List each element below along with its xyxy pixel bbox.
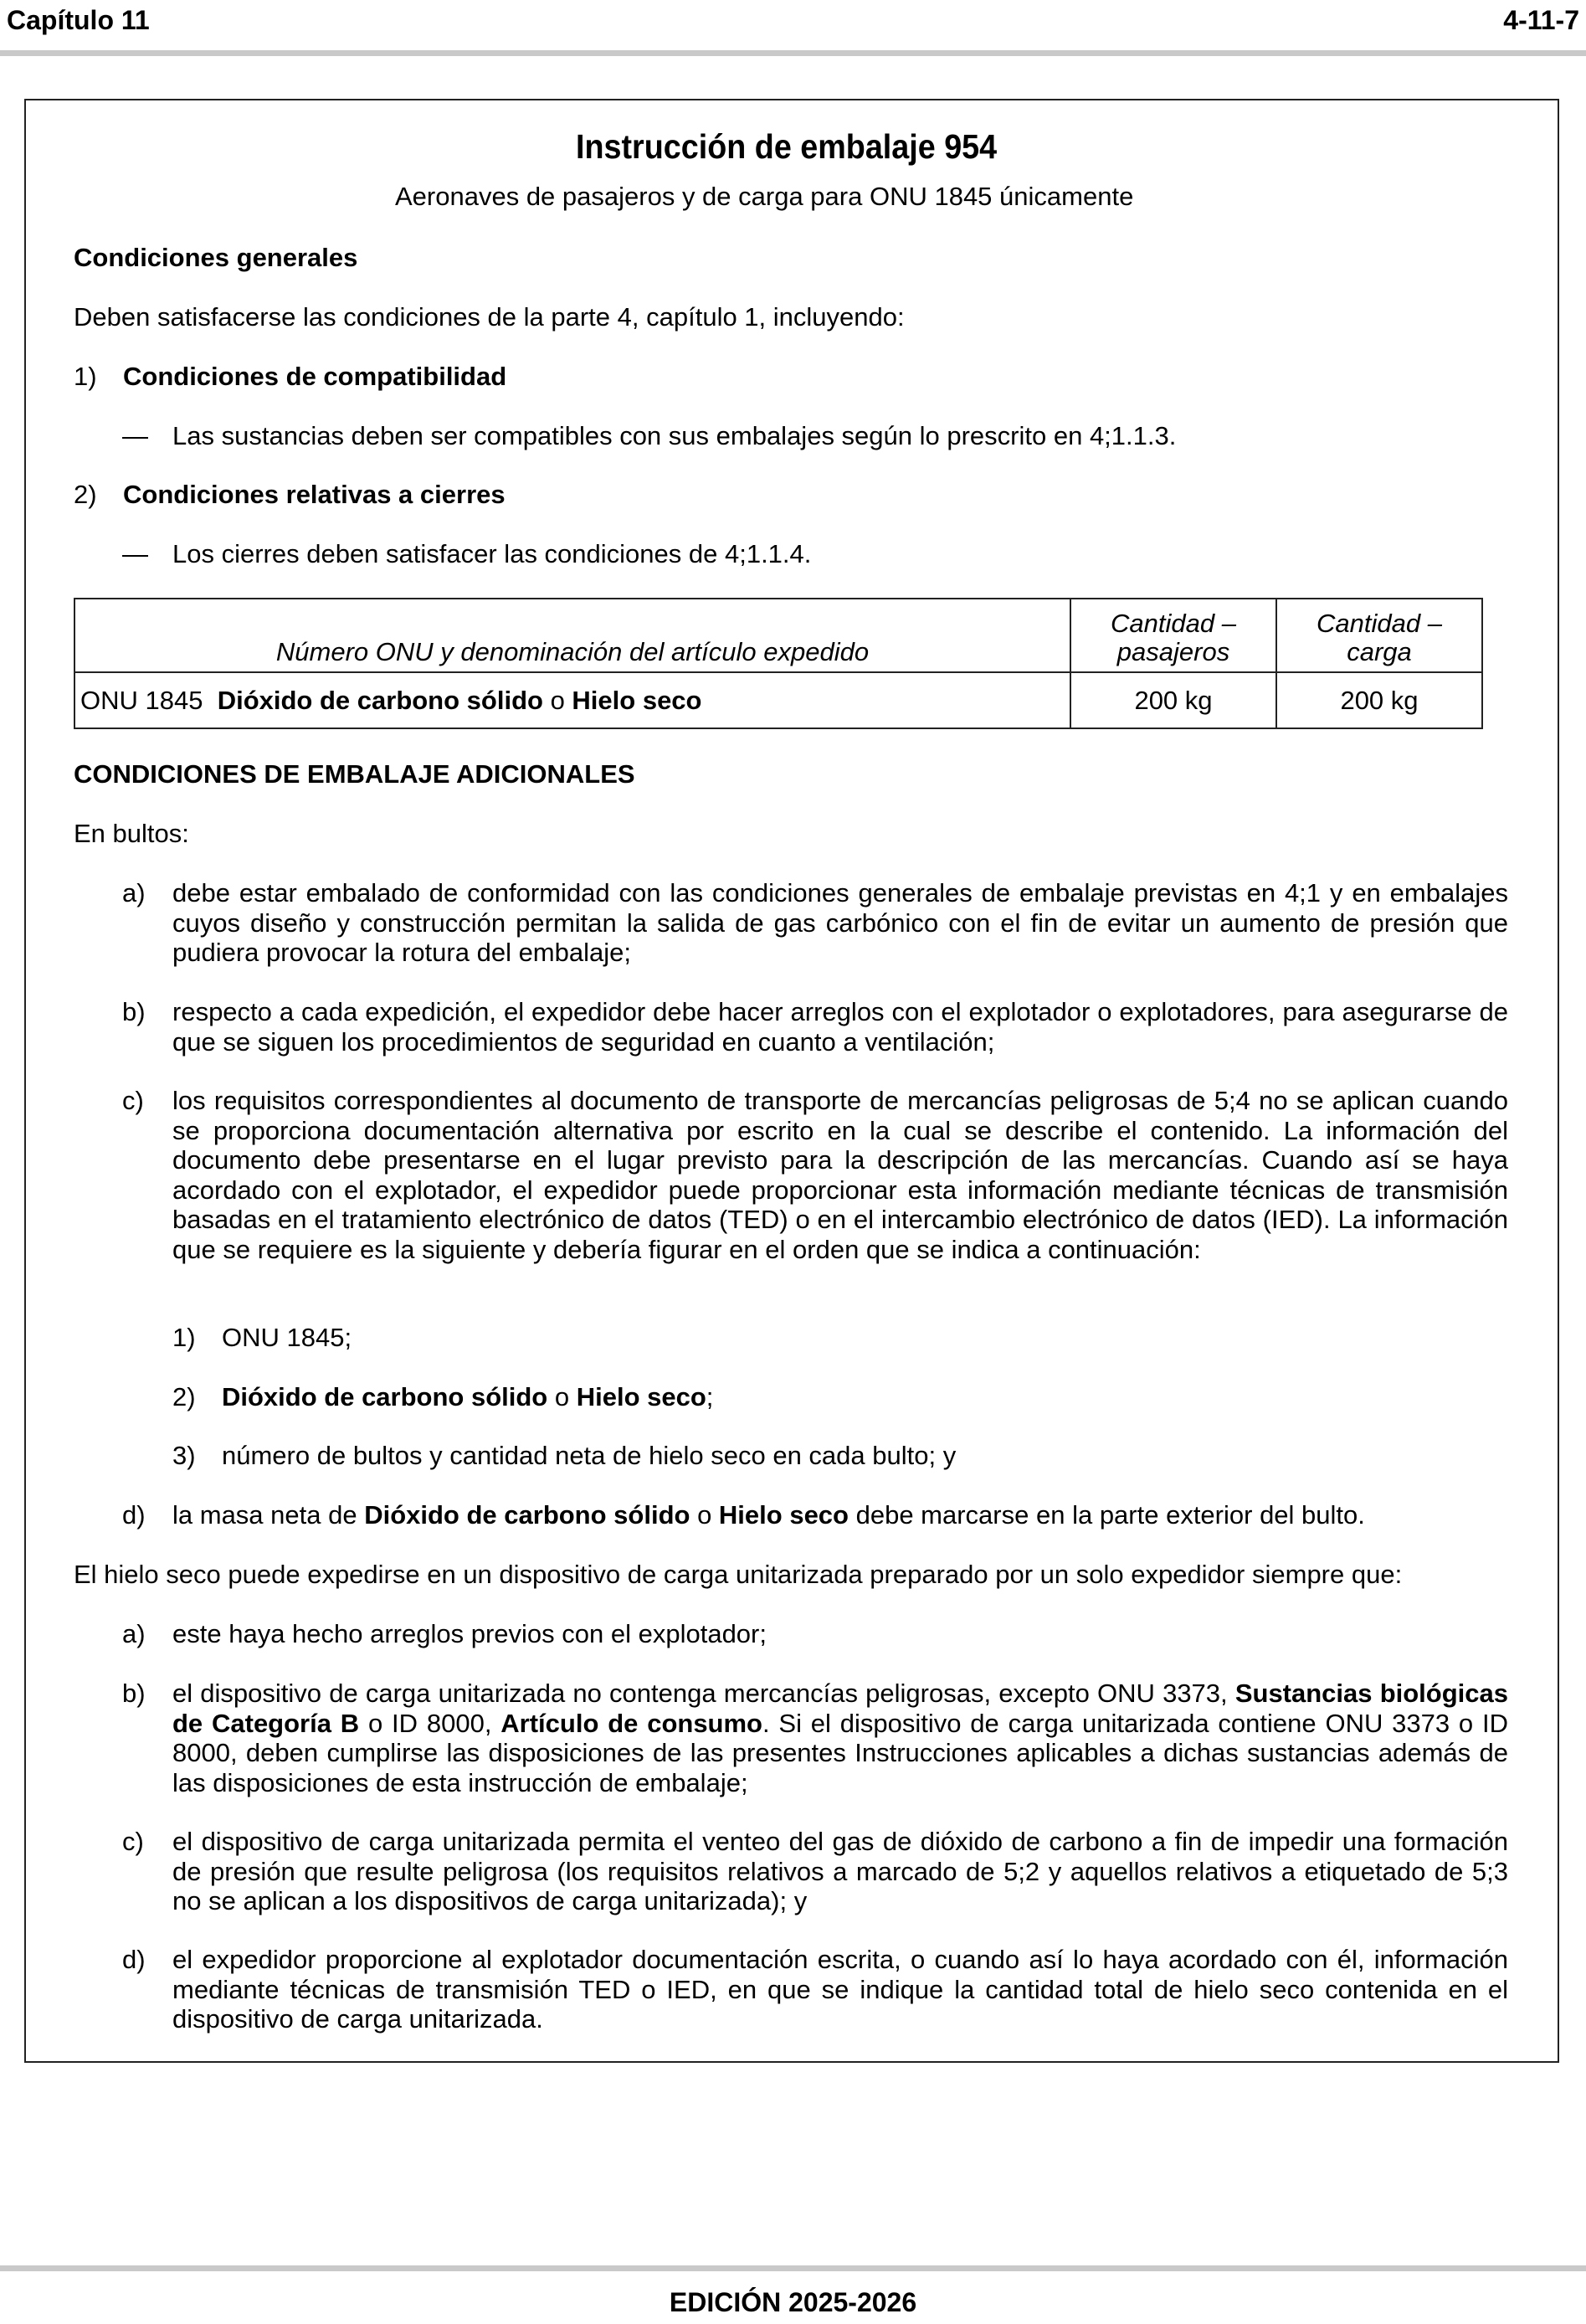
uld-item-c-label: c) <box>122 1827 144 1856</box>
subitem-2-bold-a: Dióxido de carbono sólido <box>222 1382 548 1411</box>
table-header-row <box>74 599 1482 672</box>
item-d-label: d) <box>122 1500 146 1530</box>
column-header-cargo <box>1276 599 1482 672</box>
item-b-label: b) <box>122 997 146 1026</box>
condition-2-text: Los cierres deben satisfacer las condiciones de 4;1.1.4. <box>172 539 812 568</box>
item-c-text: los requisitos correspondientes al documento de transporte de mercancías peligrosas de 5;4 no se aplican cuando se proporciona documentación alternativa por escrito en la cual se describe el contenido. La información del documento debe presentarse en el lugar previsto para la descripción de las mercancías. Cuando así se haya acordado con el explotador, el expedidor puede proporcionar esta información mediante técnicas de transmisión basadas en el tratamiento electrónico de datos (TED) o en el intercambio electrónico de datos (IED). La información que se requiere es la siguiente y debería figurar en el orden que se indica a continuación: <box>172 1086 1508 1264</box>
uld-item-b-pre: el dispositivo de carga unitarizada no contenga mercancías peligrosas, excepto ONU 3373, <box>172 1679 1235 1708</box>
subitem-2-bold-b: Hielo seco <box>576 1382 706 1411</box>
uld-item-b-text <box>172 1679 1508 1797</box>
article-name-a: Dióxido de carbono sólido <box>217 685 543 715</box>
subitem-3-number: 3) <box>172 1441 196 1470</box>
column-header-article: Número ONU y denominación del artículo expedido <box>74 599 1070 672</box>
column-header-passenger-line1: Cantidad – <box>1111 609 1236 638</box>
uld-item-b-bold2: Artículo de consumo <box>500 1708 762 1738</box>
uld-item-d-text: el expedidor proporcione al explotador documentación escrita, o cuando así lo haya acordado con él, información mediante técnicas de transmisión TED o IED, en que se indique la cantidad total de hielo seco contenida en el dispositivo de carga unitarizada. <box>172 1945 1508 2034</box>
subitem-1-text: ONU 1845; <box>222 1323 352 1352</box>
packages-label: En bultos: <box>74 819 189 848</box>
cargo-quantity: 200 kg <box>1276 672 1482 728</box>
uld-intro: El hielo seco puede expedirse en un dispositivo de carga unitarizada preparado por un solo expedidor siempre que: <box>74 1560 1403 1589</box>
uld-item-c-text: el dispositivo de carga unitarizada permita el venteo del gas de dióxido de carbono a fin de impedir una formación de presión que resulte peligrosa (los requisitos relativos a marcado de 5;2 y aquellos relativos a etiquetado de 5;3 no se aplican a los dispositivos de carga unitarizada); y <box>172 1827 1508 1915</box>
article-or: o <box>542 685 572 715</box>
uld-item-a-text: este haya hecho arreglos previos con el explotador; <box>172 1619 767 1648</box>
subitem-2-or: o <box>547 1382 577 1411</box>
condition-2-dash: — <box>122 539 148 568</box>
item-b-text: respecto a cada expedición, el expedidor debe hacer arreglos con el explotador o explotadores, para asegurarse de que se siguen los procedimientos de seguridad en cuanto a ventilación; <box>172 997 1508 1057</box>
additional-heading: CONDICIONES DE EMBALAJE ADICIONALES <box>74 759 635 789</box>
column-header-passenger <box>1070 599 1276 672</box>
item-d-or: o <box>690 1500 719 1530</box>
uld-item-b-label: b) <box>122 1679 146 1708</box>
general-heading: Condiciones generales <box>74 243 358 272</box>
article-name-b: Hielo seco <box>572 685 702 715</box>
item-d-bold-b: Hielo seco <box>718 1500 849 1530</box>
header-rule <box>0 50 1586 56</box>
column-header-cargo-line1: Cantidad – <box>1317 609 1442 638</box>
subitem-3-text: número de bultos y cantidad neta de hielo seco en cada bulto; y <box>222 1441 957 1470</box>
uld-item-b-post: . Si el dispositivo de carga unitarizada contiene ONU 3373 o ID 8000, deben cumplirse las disposiciones de las presentes Instrucciones aplicables a dichas sustancias además de las disposiciones de esta instrucción de embalaje; <box>172 1708 1508 1797</box>
item-d-pre: la masa neta de <box>172 1500 365 1530</box>
subitem-2-end: ; <box>706 1382 714 1411</box>
article-cell <box>74 672 1070 728</box>
item-d-post: debe marcarse en la parte exterior del bulto. <box>848 1500 1365 1530</box>
uld-item-d-label: d) <box>122 1945 146 1974</box>
page-number: 4-11-7 <box>1503 5 1579 35</box>
chapter-label: Capítulo 11 <box>7 5 150 35</box>
table-row <box>74 672 1482 728</box>
subitem-2-text <box>222 1382 713 1412</box>
condition-2-title: Condiciones relativas a cierres <box>123 480 506 509</box>
condition-2-number: 2) <box>74 480 97 509</box>
edition-footer: EDICIÓN 2025-2026 <box>669 2287 917 2317</box>
condition-1-number: 1) <box>74 362 97 391</box>
subitem-2-number: 2) <box>172 1382 196 1411</box>
column-header-passenger-line2: pasajeros <box>1116 637 1230 666</box>
item-d-bold-a: Dióxido de carbono sólido <box>364 1500 690 1530</box>
condition-1-dash: — <box>122 421 148 450</box>
un-number: ONU 1845 <box>80 685 203 715</box>
item-d-text <box>172 1500 1365 1530</box>
page-title: Instrucción de embalaje 954 <box>576 127 998 166</box>
subitem-1-number: 1) <box>172 1323 196 1352</box>
item-a-text: debe estar embalado de conformidad con las condiciones generales de embalaje previstas en 4;1 y en embalajes cuyos diseño y construcción permitan la salida de gas carbónico con el fin de evitar un aumento de presión que pudiera provocar la rotura del embalaje; <box>172 878 1508 967</box>
item-a-label: a) <box>122 878 146 907</box>
uld-item-b-mid: o ID 8000, <box>359 1708 501 1738</box>
column-header-cargo-line2: carga <box>1347 637 1412 666</box>
quantity-table <box>74 598 1483 729</box>
general-intro: Deben satisfacerse las condiciones de la parte 4, capítulo 1, incluyendo: <box>74 302 905 332</box>
passenger-quantity: 200 kg <box>1070 672 1276 728</box>
condition-1-title: Condiciones de compatibilidad <box>123 362 507 391</box>
page-subtitle: Aeronaves de pasajeros y de carga para ONU 1845 únicamente <box>395 182 1134 211</box>
uld-item-b-bold1: Sustancias biológicas de Categoría B <box>172 1679 1508 1738</box>
condition-1-text: Las sustancias deben ser compatibles con sus embalajes según lo prescrito en 4;1.1.3. <box>172 421 1177 450</box>
item-c-label: c) <box>122 1086 144 1115</box>
uld-item-a-label: a) <box>122 1619 146 1648</box>
footer-rule <box>0 2265 1586 2271</box>
